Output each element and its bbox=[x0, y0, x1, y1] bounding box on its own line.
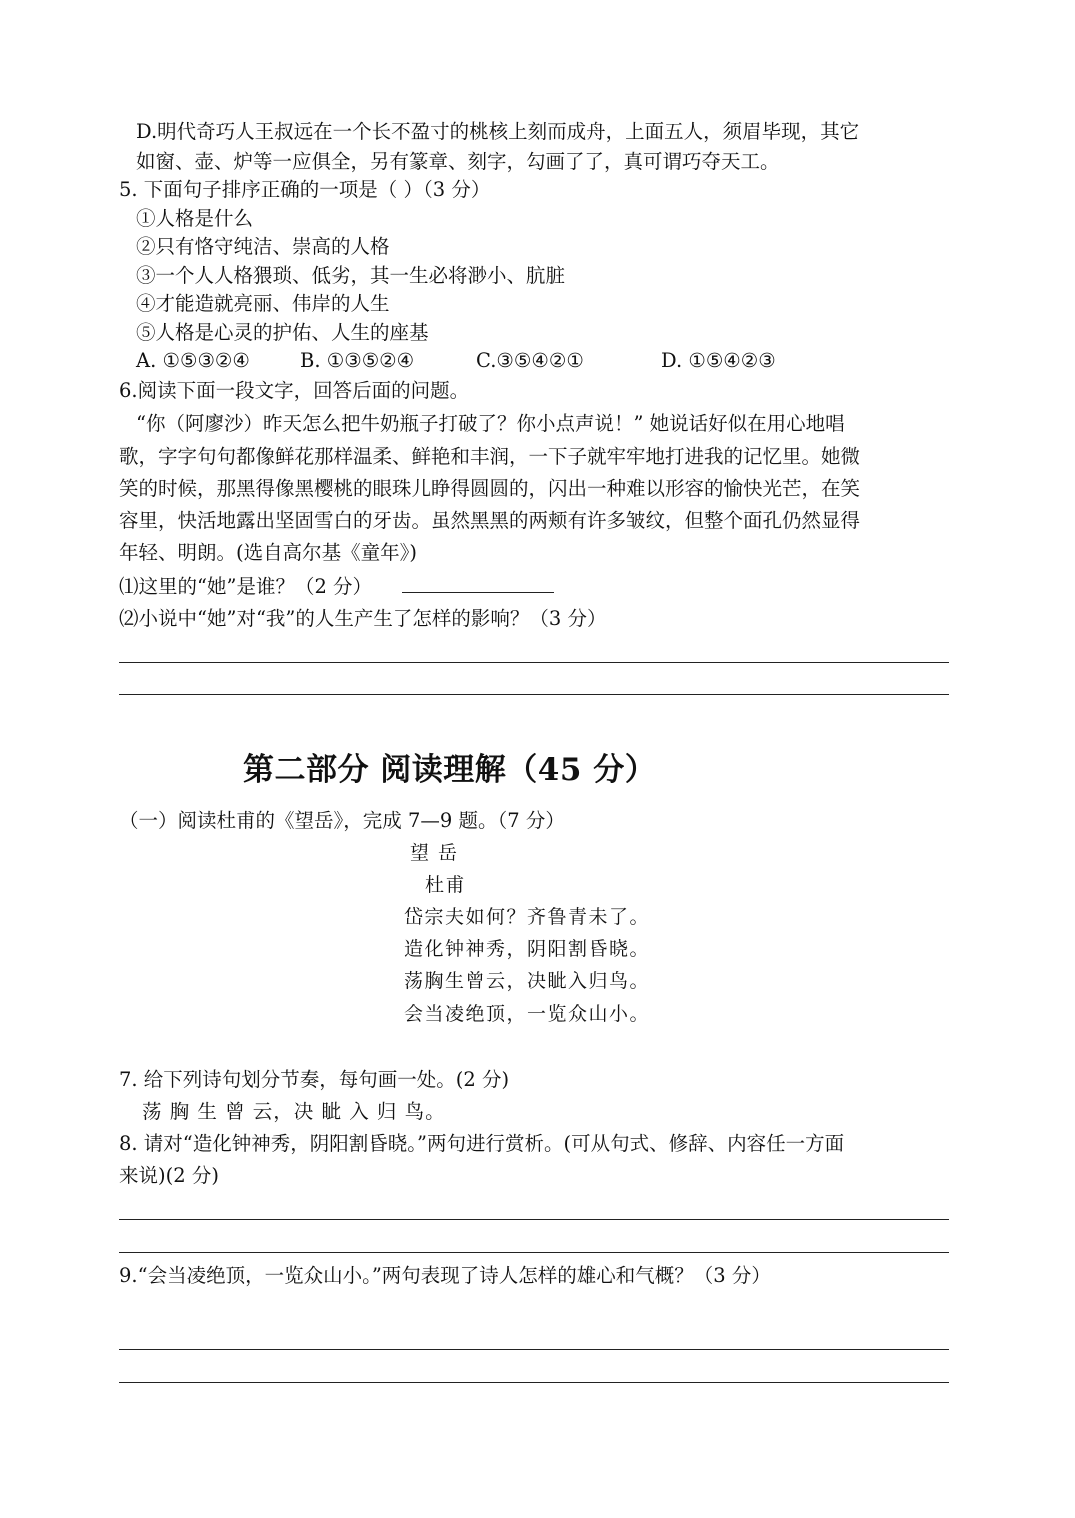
q4-option-d-line2: 如窗、壶、炉等一应俱全，另有篆章、刻字，勾画了了，真可谓巧夺天工。 bbox=[136, 150, 780, 173]
poem-line-2: 造化钟神秀，阴阳割昏晓。 bbox=[404, 938, 651, 960]
q6-passage-line2: 歌，字字句句都像鲜花那样温柔、鲜艳和丰润，一下子就牢牢地打进我的记忆里。她微 bbox=[119, 445, 861, 468]
q4-option-d-line1: D.明代奇巧人王叔远在一个长不盈寸的桃核上刻而成舟，上面五人，须眉毕现，其它 bbox=[136, 120, 860, 143]
q9-answer-line-1[interactable] bbox=[119, 1349, 949, 1350]
q6-answer-line-1[interactable] bbox=[119, 662, 949, 663]
q5-option-d: D. ①⑤④②③ bbox=[661, 349, 776, 372]
poem-author: 杜甫 bbox=[425, 874, 467, 896]
q5-item-2: ②只有恪守纯洁、崇高的人格 bbox=[136, 235, 390, 258]
poem-line-1: 岱宗夫如何？齐鲁青未了。 bbox=[404, 906, 651, 928]
part2-heading: 第二部分 阅读理解（45 分） bbox=[243, 752, 657, 788]
q6-passage-line4: 容里，快活地露出坚固雪白的牙齿。虽然黑黑的两颊有许多皱纹，但整个面孔仍然显得 bbox=[119, 509, 861, 532]
q5-item-5: ⑤人格是心灵的护佑、人生的座基 bbox=[136, 321, 429, 344]
q6-sub1 bbox=[119, 572, 554, 602]
q7-line: 荡 胸 生 曾 云，决 眦 入 归 鸟。 bbox=[142, 1100, 446, 1123]
q8-answer-line-1[interactable] bbox=[119, 1219, 949, 1220]
q5-option-b: B. ①③⑤②④ bbox=[300, 349, 415, 372]
q5-item-4: ④才能造就亮丽、伟岸的人生 bbox=[136, 292, 390, 315]
poem-title: 望 岳 bbox=[410, 842, 459, 864]
q6-stem: 6.阅读下面一段文字，回答后面的问题。 bbox=[119, 379, 470, 402]
q5-option-c: C.③⑤④②① bbox=[476, 349, 584, 372]
poem-line-4: 会当凌绝顶，一览众山小。 bbox=[404, 1003, 651, 1025]
q9-stem: 9.“会当凌绝顶，一览众山小。”两句表现了诗人怎样的雄心和气概？（3 分） bbox=[119, 1264, 771, 1287]
q9-answer-line-2[interactable] bbox=[119, 1382, 949, 1383]
q5-stem: 5. 下面句子排序正确的一项是（ ）（3 分） bbox=[119, 178, 491, 201]
part2-intro: （一）阅读杜甫的《望岳》，完成 7—9 题。（7 分） bbox=[119, 809, 565, 832]
poem-line-3: 荡胸生曾云，决眦入归鸟。 bbox=[404, 970, 651, 992]
q6-sub2: ⑵小说中“她”对“我”的人生产生了怎样的影响？（3 分） bbox=[119, 607, 607, 630]
q8-answer-line-2[interactable] bbox=[119, 1252, 949, 1253]
q6-answer-line-2[interactable] bbox=[119, 694, 949, 695]
q5-item-1: ①人格是什么 bbox=[136, 207, 254, 230]
q7-stem: 7. 给下列诗句划分节奏，每句画一处。(2 分) bbox=[119, 1068, 510, 1091]
q6-passage-line3: 笑的时候，那黑得像黑樱桃的眼珠儿睁得圆圆的，闪出一种难以形容的愉快光芒，在笑 bbox=[119, 477, 861, 500]
q5-item-3: ③一个人人格猥琐、低劣，其一生必将渺小、肮脏 bbox=[136, 264, 566, 287]
q6-sub1-text: ⑴这里的“她”是谁？（2 分） bbox=[119, 575, 373, 598]
q5-option-a: A. ①⑤③②④ bbox=[136, 349, 250, 372]
q6-sub1-answer-blank[interactable] bbox=[402, 572, 554, 593]
q8-stem-line1: 8. 请对“造化钟神秀，阴阳割昏晓。”两句进行赏析。(可从句式、修辞、内容任一方面 bbox=[119, 1132, 845, 1155]
q8-stem-line2: 来说)(2 分) bbox=[119, 1164, 219, 1187]
q6-passage-line1: “你（阿廖沙）昨天怎么把牛奶瓶子打破了？你小点声说！” 她说话好似在用心地唱 bbox=[136, 412, 845, 435]
q6-passage-line5: 年轻、明朗。(选自高尔基《童年》) bbox=[119, 541, 417, 564]
